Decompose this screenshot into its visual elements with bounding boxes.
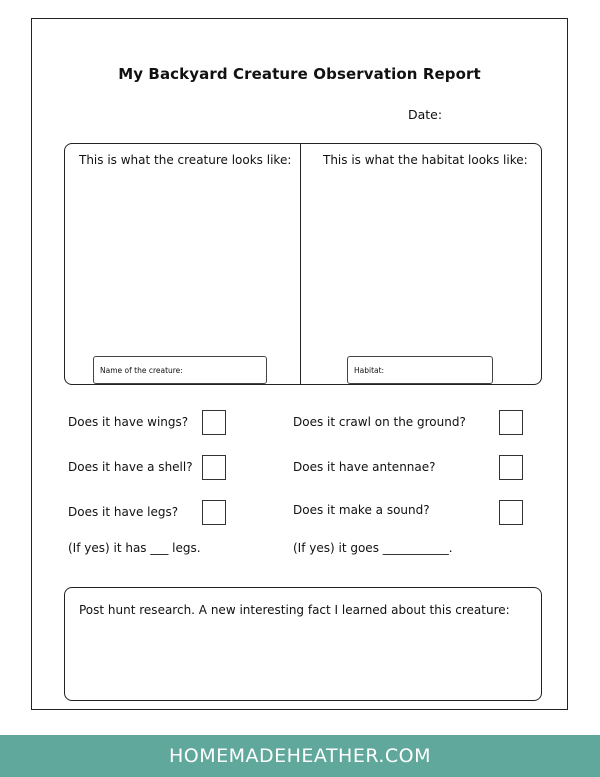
habitat-drawing-label: This is what the habitat looks like: [323, 153, 528, 167]
checkbox-legs[interactable] [202, 500, 226, 525]
creature-name-field[interactable]: Name of the creature: [93, 356, 267, 384]
question-legs: Does it have legs? [68, 505, 179, 519]
question-shell: Does it have a shell? [68, 460, 193, 474]
site-footer: HOMEMADEHEATHER.COM [0, 735, 600, 777]
page-title: My Backyard Creature Observation Report [118, 65, 481, 83]
research-box[interactable] [64, 587, 542, 701]
habitat-field[interactable]: Habitat: [347, 356, 493, 384]
question-wings: Does it have wings? [68, 415, 189, 429]
question-sound: Does it make a sound? [293, 503, 430, 517]
sound-followup: (If yes) it goes ___________. [293, 541, 453, 555]
date-label: Date: [408, 107, 443, 122]
checkbox-wings[interactable] [202, 410, 226, 435]
checkbox-crawl[interactable] [499, 410, 523, 435]
question-antennae: Does it have antennae? [293, 460, 436, 474]
creature-drawing-label: This is what the creature looks like: [79, 153, 292, 167]
question-crawl: Does it crawl on the ground? [293, 415, 466, 429]
drawing-divider [300, 144, 301, 384]
legs-followup: (If yes) it has ___ legs. [68, 541, 201, 555]
checkbox-sound[interactable] [499, 500, 523, 525]
worksheet-page [31, 18, 568, 710]
research-label: Post hunt research. A new interesting fact I learned about this creature: [79, 603, 510, 617]
checkbox-shell[interactable] [202, 455, 226, 480]
checkbox-antennae[interactable] [499, 455, 523, 480]
drawing-area [64, 143, 542, 385]
